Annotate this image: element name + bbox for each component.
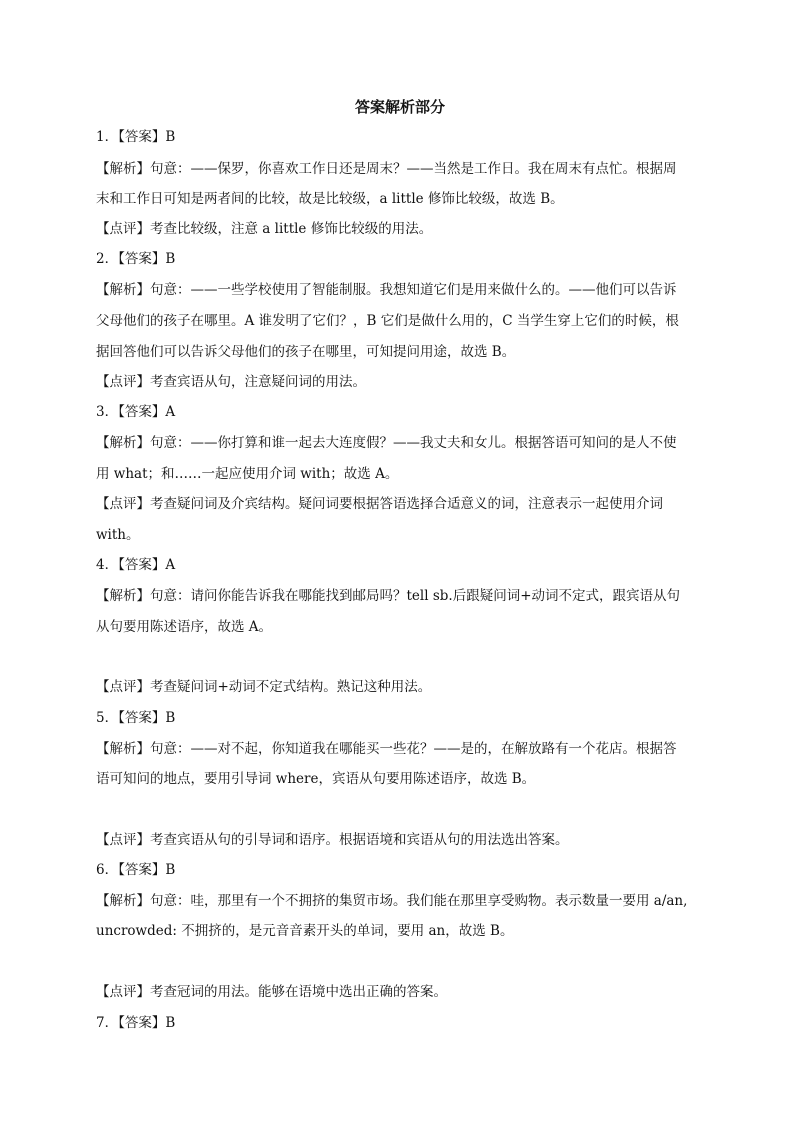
analysis-3-line-2: 用 what；和……一起应使用介词 with；故选 A。 <box>96 466 399 482</box>
answer-4-label: 4．【答案】A <box>96 557 176 573</box>
comment-4: 【点评】考查疑问词+动词不定式结构。熟记这种用法。 <box>96 679 432 695</box>
analysis-1-line-1: 【解析】句意：——保罗，你喜欢工作日还是周末？——当然是工作日。我在周末有点忙。根据周 <box>96 161 677 177</box>
page-title: 答案解析部分 <box>354 98 445 116</box>
analysis-5-line-2: 语可知问的地点，要用引导词 where，宾语从句要用陈述语序，故选 B。 <box>96 771 536 787</box>
analysis-4-line-2: 从句要用陈述语序，故选 A。 <box>96 619 273 635</box>
analysis-6-line-1: 【解析】句意：哇，那里有一个不拥挤的集贸市场。我们能在那里享受购物。表示数量一要用 a/an, <box>96 893 688 909</box>
answer-3-label: 3．【答案】A <box>96 404 176 420</box>
analysis-5-line-1: 【解析】句意：——对不起，你知道我在哪能买一些花？——是的，在解放路有一个花店。根据答 <box>96 741 677 757</box>
answer-6-label: 6．【答案】B <box>96 862 176 878</box>
comment-5: 【点评】考查宾语从句的引导词和语序。根据语境和宾语从句的用法选出答案。 <box>96 832 569 848</box>
analysis-2-line-2: 父母他们的孩子在哪里。A 谁发明了它们？，B 它们是做什么用的，C 当学生穿上它们的时候，根 <box>96 313 679 329</box>
answer-5-label: 5．【答案】B <box>96 710 176 726</box>
analysis-3-line-1: 【解析】句意：——你打算和谁一起去大连度假？——我丈夫和女儿。根据答语可知问的是人不使 <box>96 435 677 451</box>
comment-2: 【点评】考查宾语从句，注意疑问词的用法。 <box>96 374 366 390</box>
analysis-2-line-1: 【解析】句意：——一些学校使用了智能制服。我想知道它们是用来做什么的。——他们可以告诉 <box>96 282 677 298</box>
analysis-1-line-2: 末和工作日可知是两者间的比较，故是比较级，a little 修饰比较级，故选 B。 <box>96 191 564 207</box>
comment-3-line-2: with。 <box>96 527 140 543</box>
analysis-6-line-2: uncrowded: 不拥挤的，是元音音素开头的单词，要用 an，故选 B。 <box>96 923 514 939</box>
comment-1: 【点评】考查比较级，注意 a little 修饰比较级的用法。 <box>96 221 433 237</box>
analysis-2-line-3: 据回答他们可以告诉父母他们的孩子在哪里，可知提问用途，故选 B。 <box>96 344 516 360</box>
answer-2-label: 2．【答案】B <box>96 251 176 267</box>
answer-1-label: 1．【答案】B <box>96 129 176 145</box>
comment-3-line-1: 【点评】考查疑问词及介宾结构。疑问词要根据答语选择合适意义的词，注意表示一起使用介词 <box>96 496 663 512</box>
answer-7-label: 7．【答案】B <box>96 1015 176 1031</box>
comment-6: 【点评】考查冠词的用法。能够在语境中选出正确的答案。 <box>96 984 447 1000</box>
analysis-4-line-1: 【解析】句意：请问你能告诉我在哪能找到邮局吗？tell sb.后跟疑问词+动词不定式，跟宾语从句 <box>96 588 681 604</box>
